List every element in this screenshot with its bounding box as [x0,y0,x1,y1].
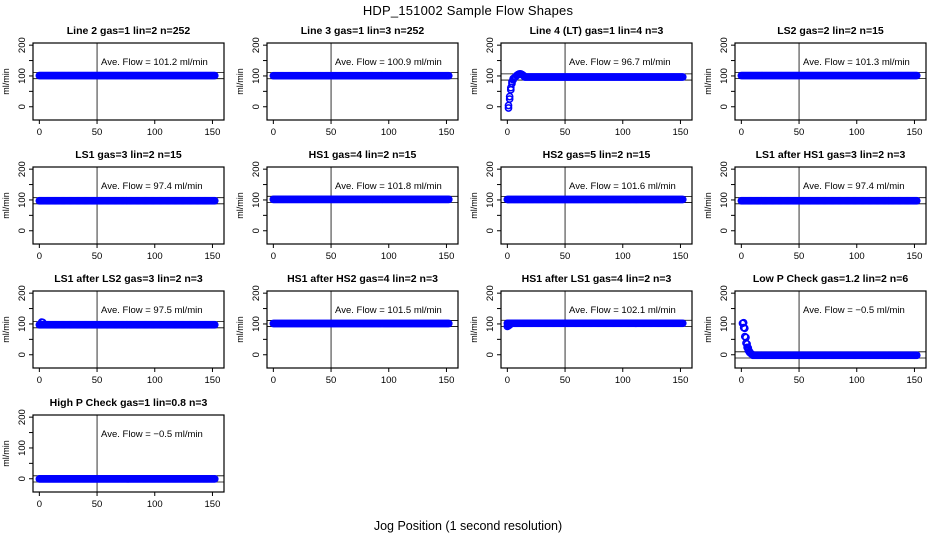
svg-text:0: 0 [17,104,28,110]
svg-text:50: 50 [559,127,571,138]
flow-panel-cell [702,268,936,392]
svg-text:150: 150 [438,251,455,262]
ave-flow-annotation: Ave. Flow = 97.5 ml/min [101,305,203,316]
y-axis [719,161,735,233]
data-points [504,320,686,329]
panel-title: Line 2 gas=1 lin=2 n=252 [66,25,191,37]
y-axis [719,285,735,357]
svg-text:50: 50 [91,499,103,510]
svg-text:100: 100 [848,251,865,262]
flow-panel-cell [234,144,468,268]
plot-box [33,167,224,244]
panel-plot [468,144,701,268]
svg-text:150: 150 [204,499,221,510]
x-axis-label: Jog Position (1 second resolution) [373,519,563,533]
flow-panel-cell [702,20,936,144]
svg-text:100: 100 [719,68,730,84]
x-axis [37,244,221,262]
panel-plot [468,20,701,144]
svg-text:100: 100 [251,316,262,332]
svg-text:200: 200 [17,409,28,426]
svg-text:150: 150 [438,375,455,386]
panel-title: High P Check gas=1 lin=0.8 n=3 [49,397,208,409]
svg-text:150: 150 [438,127,455,138]
x-axis [505,368,689,386]
data-points [739,320,919,359]
panel-plot [234,144,467,268]
x-axis [739,368,923,386]
y-axis-title: ml/min [1,440,11,467]
svg-text:150: 150 [672,375,689,386]
svg-text:0: 0 [251,352,262,358]
plot-box [267,167,458,244]
svg-text:100: 100 [380,127,397,138]
y-axis [17,285,33,357]
svg-text:50: 50 [793,251,805,262]
plot-box [33,43,224,120]
y-axis-title: ml/min [703,316,713,343]
ave-flow-annotation: Ave. Flow = 97.4 ml/min [803,181,905,192]
y-axis-title: ml/min [469,316,479,343]
plot-box [501,167,692,244]
svg-text:150: 150 [906,251,923,262]
panel-title: HS1 after LS1 gas=4 lin=2 n=3 [521,273,672,285]
data-points [36,319,218,328]
ave-flow-annotation: Ave. Flow = 101.8 ml/min [335,181,442,192]
x-axis [271,368,455,386]
panel-title: LS1 after LS2 gas=3 lin=2 n=3 [54,273,203,285]
data-points [36,72,218,78]
data-points [36,476,218,482]
panel-title: LS1 after HS1 gas=3 lin=2 n=3 [755,149,906,161]
svg-text:50: 50 [325,127,337,138]
y-axis [17,409,33,481]
ave-flow-annotation: Ave. Flow = 101.6 ml/min [569,181,676,192]
y-axis-title: ml/min [1,192,11,219]
svg-text:0: 0 [270,251,276,262]
flow-panel-cell [468,144,702,268]
plot-box [33,291,224,368]
plot-box [501,291,692,368]
svg-text:200: 200 [719,285,730,302]
panel-plot [234,268,467,392]
data-points [504,196,686,202]
x-axis [505,120,689,138]
svg-text:100: 100 [485,192,496,208]
y-axis [17,37,33,109]
ave-flow-annotation: Ave. Flow = 101.2 ml/min [101,57,208,68]
svg-text:0: 0 [270,127,276,138]
y-axis-title: ml/min [703,192,713,219]
y-axis-title: ml/min [235,316,245,343]
svg-text:200: 200 [485,37,496,54]
data-points [505,71,685,111]
svg-text:150: 150 [672,251,689,262]
panel-title: HS1 after HS2 gas=4 lin=2 n=3 [287,273,438,285]
svg-text:50: 50 [559,251,571,262]
svg-text:0: 0 [719,228,730,234]
svg-text:100: 100 [17,192,28,208]
x-axis [739,244,923,262]
svg-text:100: 100 [848,127,865,138]
svg-text:100: 100 [380,375,397,386]
x-axis [739,120,923,138]
svg-text:100: 100 [17,68,28,84]
plot-box [735,43,926,120]
svg-text:0: 0 [738,127,744,138]
y-axis-title: ml/min [703,68,713,95]
svg-text:0: 0 [36,375,42,386]
svg-text:0: 0 [270,375,276,386]
svg-text:150: 150 [906,375,923,386]
panel-title: Line 3 gas=1 lin=3 n=252 [300,25,425,37]
panel-plot [0,144,233,268]
y-axis [485,161,501,233]
x-axis [37,368,221,386]
data-points [738,198,920,204]
empty-cell [234,392,468,516]
svg-text:100: 100 [146,127,163,138]
svg-text:100: 100 [17,316,28,332]
y-axis [251,161,267,233]
y-axis-title: ml/min [469,192,479,219]
svg-text:100: 100 [614,251,631,262]
flow-panel-cell [0,268,234,392]
svg-text:200: 200 [719,37,730,54]
svg-text:0: 0 [485,228,496,234]
svg-text:200: 200 [17,161,28,178]
panel-plot [0,20,233,144]
panel-title: HS1 gas=4 lin=2 n=15 [308,149,417,161]
plot-box [267,43,458,120]
data-points [36,198,218,204]
svg-text:0: 0 [504,375,510,386]
svg-text:0: 0 [719,352,730,358]
panel-title: LS2 gas=2 lin=2 n=15 [777,25,884,37]
svg-text:200: 200 [251,37,262,54]
plot-box [735,167,926,244]
svg-text:200: 200 [485,285,496,302]
panel-plot [0,392,233,516]
svg-text:150: 150 [204,251,221,262]
svg-text:100: 100 [146,499,163,510]
data-points [270,320,452,326]
data-points [738,72,920,78]
svg-text:100: 100 [146,375,163,386]
svg-text:100: 100 [719,316,730,332]
data-points [270,73,452,79]
x-axis [37,492,221,510]
svg-text:200: 200 [719,161,730,178]
ave-flow-annotation: Ave. Flow = 102.1 ml/min [569,305,676,316]
svg-text:150: 150 [204,127,221,138]
svg-text:0: 0 [36,251,42,262]
y-axis-title: ml/min [1,68,11,95]
panel-plot [702,144,935,268]
svg-text:0: 0 [251,104,262,110]
y-axis [17,161,33,233]
svg-text:0: 0 [719,104,730,110]
panel-title: Line 4 (LT) gas=1 lin=4 n=3 [529,25,664,37]
svg-text:200: 200 [17,37,28,54]
svg-text:0: 0 [17,476,28,482]
svg-text:100: 100 [146,251,163,262]
svg-text:150: 150 [906,127,923,138]
y-axis-title: ml/min [1,316,11,343]
empty-cell [468,392,702,516]
flow-panel-cell [702,144,936,268]
svg-text:100: 100 [485,68,496,84]
y-axis [719,37,735,109]
svg-text:50: 50 [793,375,805,386]
svg-text:0: 0 [504,127,510,138]
panel-plot [702,268,935,392]
flow-panel-cell [0,144,234,268]
y-axis [251,285,267,357]
svg-text:0: 0 [504,251,510,262]
svg-text:100: 100 [614,127,631,138]
svg-text:100: 100 [17,440,28,456]
panel-title: HS2 gas=5 lin=2 n=15 [542,149,651,161]
plot-box [501,43,692,120]
ave-flow-annotation: Ave. Flow = 101.3 ml/min [803,57,910,68]
svg-text:150: 150 [672,127,689,138]
flow-panel-cell [468,268,702,392]
panel-plot [234,20,467,144]
ave-flow-annotation: Ave. Flow = 97.4 ml/min [101,181,203,192]
svg-text:50: 50 [91,127,103,138]
x-axis [271,120,455,138]
svg-text:200: 200 [485,161,496,178]
panel-title: Low P Check gas=1.2 lin=2 n=6 [752,273,909,285]
y-axis [251,37,267,109]
figure-title: HDP_151002 Sample Flow Shapes [362,3,574,18]
svg-text:100: 100 [485,316,496,332]
flow-panel-cell [234,20,468,144]
x-axis [37,120,221,138]
svg-text:50: 50 [559,375,571,386]
svg-text:0: 0 [17,352,28,358]
y-axis-title: ml/min [469,68,479,95]
y-axis [485,285,501,357]
svg-text:0: 0 [251,228,262,234]
svg-text:150: 150 [204,375,221,386]
svg-text:0: 0 [485,104,496,110]
svg-text:0: 0 [738,251,744,262]
svg-text:200: 200 [17,285,28,302]
panel-plot [468,268,701,392]
svg-text:0: 0 [17,228,28,234]
ave-flow-annotation: Ave. Flow = −0.5 ml/min [803,305,905,316]
svg-text:100: 100 [380,251,397,262]
ave-flow-annotation: Ave. Flow = 100.9 ml/min [335,57,442,68]
svg-text:100: 100 [614,375,631,386]
data-points [270,196,452,202]
svg-text:200: 200 [251,285,262,302]
panel-grid [0,20,936,516]
svg-text:50: 50 [91,251,103,262]
empty-cell [702,392,936,516]
y-axis-title: ml/min [235,192,245,219]
ave-flow-annotation: Ave. Flow = 96.7 ml/min [569,57,671,68]
svg-text:0: 0 [485,352,496,358]
flow-panel-cell [234,268,468,392]
x-axis [271,244,455,262]
ave-flow-annotation: Ave. Flow = −0.5 ml/min [101,429,203,440]
flow-panel-cell [468,20,702,144]
ave-flow-annotation: Ave. Flow = 101.5 ml/min [335,305,442,316]
svg-text:200: 200 [251,161,262,178]
panel-plot [702,20,935,144]
plot-box [267,291,458,368]
svg-text:100: 100 [251,192,262,208]
svg-text:100: 100 [251,68,262,84]
svg-text:0: 0 [738,375,744,386]
svg-text:50: 50 [325,251,337,262]
y-axis [485,37,501,109]
x-axis [505,244,689,262]
svg-text:100: 100 [848,375,865,386]
svg-text:50: 50 [793,127,805,138]
svg-text:100: 100 [719,192,730,208]
svg-text:0: 0 [36,499,42,510]
svg-text:50: 50 [91,375,103,386]
flow-panel-cell [0,392,234,516]
panel-plot [0,268,233,392]
panel-title: LS1 gas=3 lin=2 n=15 [75,149,182,161]
flow-panel-cell [0,20,234,144]
svg-text:0: 0 [36,127,42,138]
svg-text:50: 50 [325,375,337,386]
y-axis-title: ml/min [235,68,245,95]
